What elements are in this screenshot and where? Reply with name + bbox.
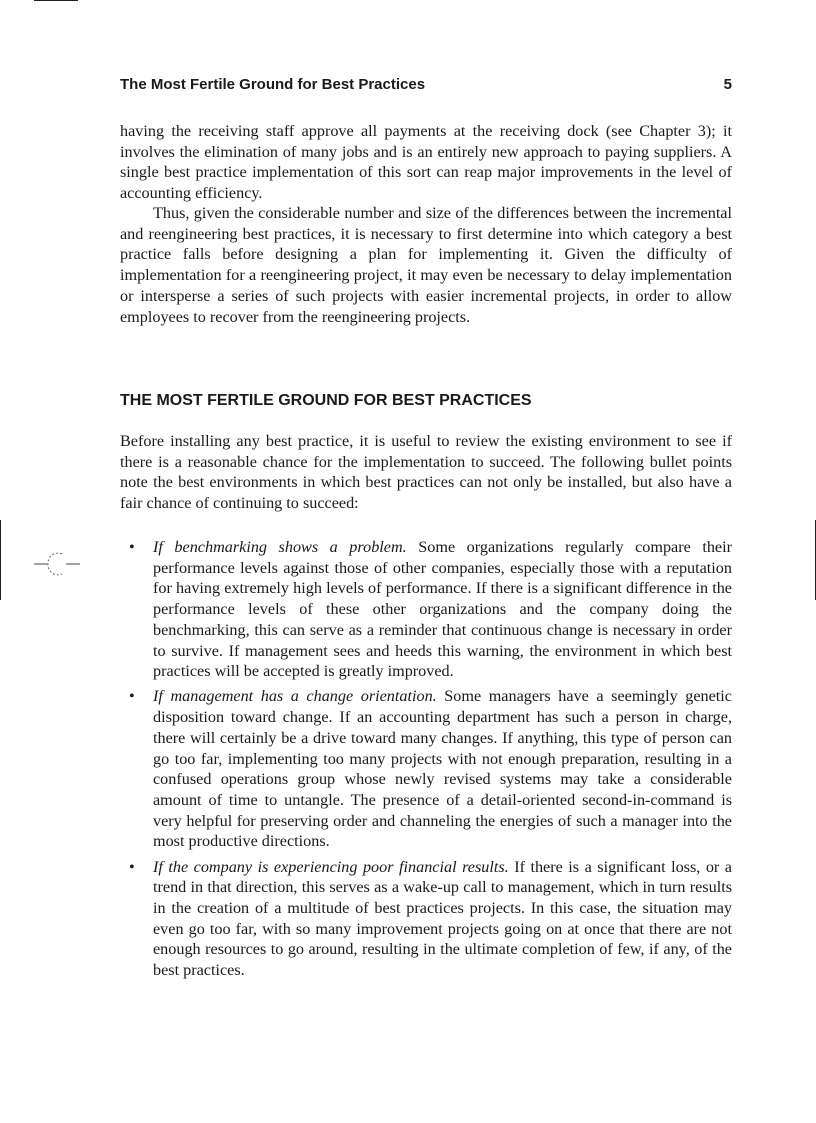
bullet-lead: If the company is experiencing poor financial results.	[153, 857, 509, 876]
crop-mark-top	[34, 0, 78, 1]
bullet-icon: •	[129, 857, 135, 876]
crop-mark-left	[0, 520, 1, 600]
bullet-lead: If management has a change orientation.	[153, 687, 437, 706]
bullet-lead: If benchmarking shows a problem.	[153, 538, 407, 556]
bullet-body: Some organizations regularly compare their performance levels against those of other companies, especially those with a reputation for having extremely high levels of performance. If there is a significant difference in the performance levels of these other organizations and the company doing the benchmarking, this can serve as a reminder that continuous change is necessary in order to survive. If management sees and heeds this warning, the environment in which best practices will be accepted is greatly improved.	[153, 538, 733, 681]
list-item	[120, 857, 732, 981]
registration-mark-icon	[34, 548, 80, 580]
list-item	[120, 537, 732, 682]
bullet-body: Some managers have a seemingly genetic disposition toward change. If an accounting department has such a person in charge, there will certainly be a drive toward many changes. If anything, this type of person can go too far, implementing too many projects with not enough preparation, resulting in a confused operations group whose newly revised systems may take a considerable amount of time to untangle. The presence of a detail-oriented second-in-command is very helpful for preserving order and channeling the energies of such a manager into the most productive directions.	[153, 687, 732, 851]
bullet-body: If there is a significant loss, or a trend in that direction, this serves as a wake-up call to management, which in turn results in the creation of a multitude of best practices projects. In this case, the situation may even go too far, with so many improvement projects going on at once that there are not enough resources to go around, resulting in the ultimate completion of few, if any, of the best practices.	[153, 857, 732, 980]
section-intro-paragraph: Before installing any best practice, it is useful to review the existing environment to see if there is a reasonable chance for the implementation to succeed. The following bullet points note the best environments in which best practices can not only be installed, but also have a fair chance of continuing to succeed:	[120, 432, 732, 513]
running-head-title: The Most Fertile Ground for Best Practices	[120, 76, 426, 93]
body-paragraph: Thus, given the considerable number and size of the differences between the incremental and reengineering best practices, it is necessary to first determine into which category a best practice falls before designing a plan for implementing it. Given the difficulty of implementation for a reengineering project, it may even be necessary to delay implementation or intersperse a series of such projects with easier incremental projects, in order to allow employees to recover from the reengineering projects.	[120, 204, 732, 326]
body-paragraph: having the receiving staff approve all payments at the receiving dock (see Chapter 3); it involves the elimination of many jobs and is an entirely new approach to paying suppliers. A single best practice implementation of this sort can reap major improvements in the level of accounting efficiency.	[120, 122, 732, 203]
bullet-list	[120, 537, 732, 985]
running-head	[120, 75, 732, 95]
bullet-icon: •	[129, 687, 135, 706]
page-number: 5	[723, 76, 732, 93]
list-item	[120, 686, 732, 852]
section-heading: THE MOST FERTILE GROUND FOR BEST PRACTICES	[120, 392, 532, 409]
bullet-icon: •	[129, 538, 135, 556]
